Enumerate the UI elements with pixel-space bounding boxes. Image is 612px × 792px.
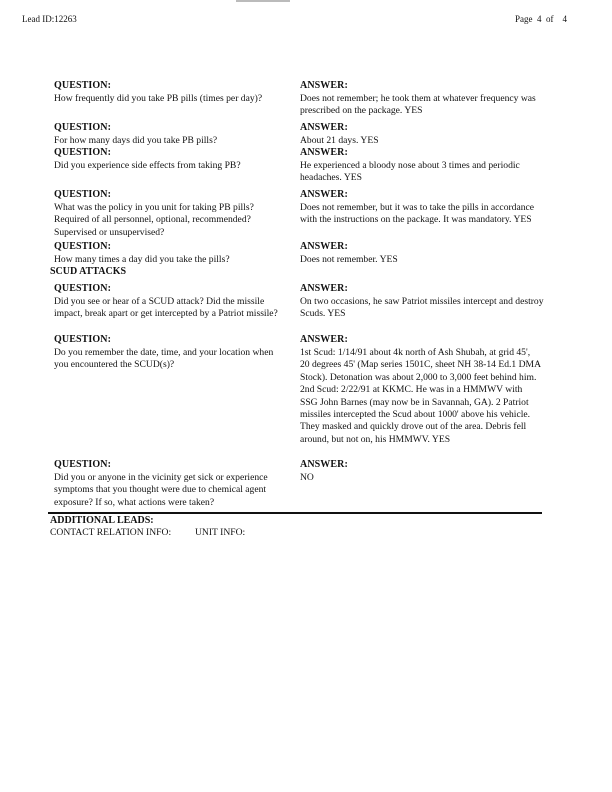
question-text: Do you remember the date, time, and your location when you encountered the SCUD(s)? bbox=[54, 347, 274, 371]
question-label: QUESTION: bbox=[54, 334, 112, 345]
answer-label: ANSWER: bbox=[300, 283, 348, 294]
answer-label: ANSWER: bbox=[300, 334, 348, 345]
answer-label: ANSWER: bbox=[300, 122, 348, 133]
question-label: QUESTION: bbox=[54, 122, 112, 133]
answer-text: Does not remember, but it was to take the pills in accordance with the instructions on the package. It was mandatory. YES bbox=[300, 202, 535, 226]
answer-text: Does not remember; he took them at whatever frequency was prescribed on the package. YES bbox=[300, 93, 536, 117]
page-total: 4 bbox=[562, 14, 567, 24]
answer-label: ANSWER: bbox=[300, 189, 348, 200]
unit-info-label: UNIT INFO: bbox=[195, 527, 246, 538]
question-label: QUESTION: bbox=[54, 459, 112, 470]
question-text: Did you see or hear of a SCUD attack? Did the missile impact, break apart or get intercepted by a Patriot missile? bbox=[54, 296, 278, 320]
answer-text: 1st Scud: 1/14/91 about 4k north of Ash Shubah, at grid 45', 20 degrees 45' (Map series 1501C, sheet NH 38-14 Ed.1 DMA Stock). Detonation was about 2,000 to 3,000 feet behind him. 2nd Scud: 2/22/91 at KKMC. He was in a HMMWV with SSG John Barnes (may now be in Savannah, GA). 2 Patriot missiles intercepted the Scud about 1000' above his vehicle. They masked and quickly drove out of the area. Debris fell around, but not on, his HMMWV. YES bbox=[300, 347, 541, 445]
lead-id: Lead ID:12263 bbox=[22, 14, 77, 24]
answer-label: ANSWER: bbox=[300, 241, 348, 252]
question-text: Did you or anyone in the vicinity get sick or experience symptoms that you thought were due to chemical agent exposure? If so, what actions were taken? bbox=[54, 472, 268, 508]
scan-artifact-mark bbox=[236, 0, 290, 2]
page-indicator bbox=[515, 14, 567, 24]
answer-text: He experienced a bloody nose about 3 times and periodic headaches. YES bbox=[300, 160, 520, 184]
page-label: Page bbox=[515, 14, 533, 24]
question-label: QUESTION: bbox=[54, 241, 112, 252]
answer-text: Does not remember. YES bbox=[300, 254, 398, 265]
question-text: How frequently did you take PB pills (times per day)? bbox=[54, 93, 263, 104]
answer-text: On two occasions, he saw Patriot missiles intercept and destroy Scuds. YES bbox=[300, 296, 544, 320]
answer-label: ANSWER: bbox=[300, 459, 348, 470]
question-text: How many times a day did you take the pills? bbox=[54, 254, 230, 265]
section-heading-scud-attacks: SCUD ATTACKS bbox=[50, 266, 127, 277]
question-text: For how many days did you take PB pills? bbox=[54, 135, 218, 146]
question-label: QUESTION: bbox=[54, 189, 112, 200]
of-label: of bbox=[546, 14, 554, 24]
question-text: What was the policy in you unit for taking PB pills? Required of all personnel, optional, recommended? Supervised or unsupervised? bbox=[54, 202, 254, 238]
question-label: QUESTION: bbox=[54, 80, 112, 91]
question-text: Did you experience side effects from taking PB? bbox=[54, 160, 241, 171]
additional-leads-heading: ADDITIONAL LEADS: bbox=[50, 515, 154, 526]
answer-label: ANSWER: bbox=[300, 147, 348, 158]
answer-text: About 21 days. YES bbox=[300, 135, 379, 146]
section-divider bbox=[48, 512, 542, 514]
question-label: QUESTION: bbox=[54, 283, 112, 294]
page-number: 4 bbox=[537, 14, 542, 24]
answer-label: ANSWER: bbox=[300, 80, 348, 91]
answer-text: NO bbox=[300, 472, 314, 483]
question-label: QUESTION: bbox=[54, 147, 112, 158]
contact-relation-info-label: CONTACT RELATION INFO: bbox=[50, 527, 172, 538]
